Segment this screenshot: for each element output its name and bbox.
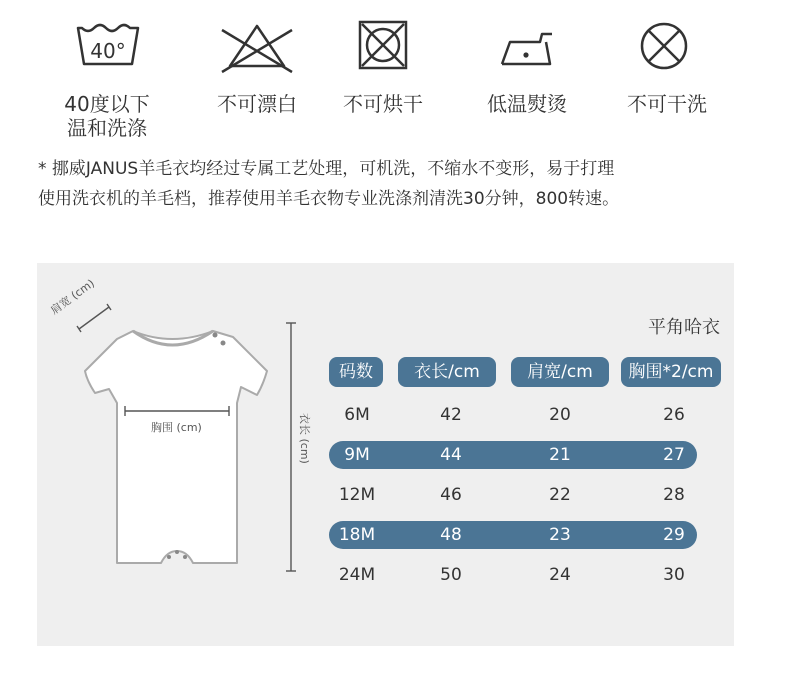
cell-length: 44 xyxy=(440,445,462,465)
romper-diagram xyxy=(37,263,317,646)
cell-size: 18M xyxy=(338,525,376,545)
cell-chest: 30 xyxy=(663,565,685,585)
care-label-dryer: 不可烘干 xyxy=(343,92,423,116)
cell-shoulder: 20 xyxy=(549,405,571,425)
care-item-wash xyxy=(42,14,172,144)
care-note-line-1: * 挪威JANUS羊毛衣均经过专属工艺处理，可机洗，不缩水不变形，易于打理 xyxy=(38,159,615,179)
cell-length: 50 xyxy=(440,565,462,585)
cell-shoulder: 22 xyxy=(549,485,571,505)
chest-label: 胸围 (cm) xyxy=(151,421,202,434)
header-chest: 胸围*2/cm xyxy=(621,357,721,387)
no-dry-clean-icon xyxy=(602,14,732,78)
care-label-iron: 低温熨烫 xyxy=(487,92,567,116)
cell-size: 12M xyxy=(338,485,376,505)
cell-length: 46 xyxy=(440,485,462,505)
header-length: 衣长/cm xyxy=(398,357,496,387)
care-item-iron xyxy=(462,14,592,144)
cell-chest: 29 xyxy=(663,525,685,545)
cell-shoulder: 24 xyxy=(549,565,571,585)
cell-shoulder: 23 xyxy=(549,525,571,545)
cell-size: 9M xyxy=(344,445,370,465)
no-tumble-dry-icon xyxy=(318,14,448,78)
cell-chest: 27 xyxy=(663,445,685,465)
romper-outline-icon xyxy=(37,263,317,646)
header-shoulder: 肩宽/cm xyxy=(511,357,609,387)
cell-size: 24M xyxy=(338,565,376,585)
care-item-dryer xyxy=(318,14,448,144)
cell-length: 48 xyxy=(440,525,462,545)
care-label-bleach: 不可漂白 xyxy=(217,92,297,116)
cell-size: 6M xyxy=(344,405,370,425)
iron-low-icon xyxy=(462,14,592,78)
wash-40-icon xyxy=(42,14,172,78)
table-title: 平角哈衣 xyxy=(648,317,720,338)
size-chart-panel xyxy=(37,263,734,646)
wash-temperature: 40° xyxy=(90,39,126,63)
length-label: 衣长 (cm) xyxy=(298,413,311,464)
shoulder-width-label: 肩宽 (cm) xyxy=(48,276,97,318)
no-bleach-icon xyxy=(192,14,322,78)
care-label-dry-clean: 不可干洗 xyxy=(627,92,707,116)
care-instructions xyxy=(0,0,790,150)
care-note xyxy=(38,154,768,214)
cell-length: 42 xyxy=(440,405,462,425)
care-label-wash: 40度以下 温和洗涤 xyxy=(64,92,150,140)
care-item-bleach xyxy=(192,14,322,144)
cell-chest: 28 xyxy=(663,485,685,505)
care-item-dry-clean xyxy=(602,14,732,144)
cell-chest: 26 xyxy=(663,405,685,425)
cell-shoulder: 21 xyxy=(549,445,571,465)
care-note-line-2: 使用洗衣机的羊毛档，推荐使用羊毛衣物专业洗涤剂清洗30分钟，800转速。 xyxy=(38,189,620,209)
header-size: 码数 xyxy=(329,357,383,387)
